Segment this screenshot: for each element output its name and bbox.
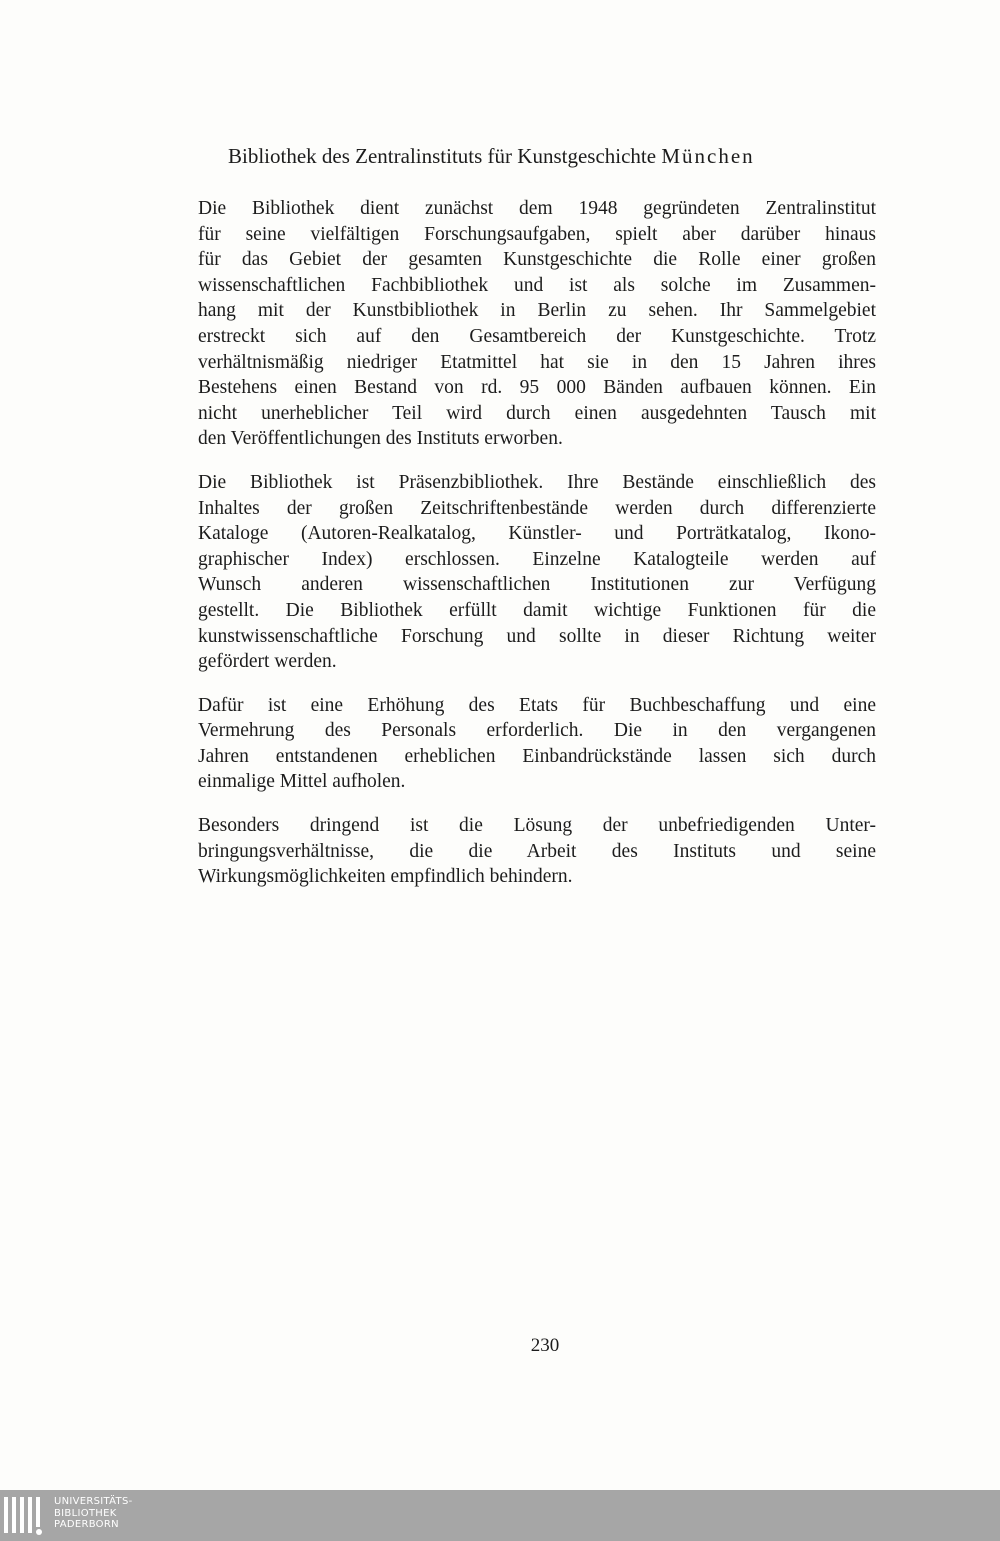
- text-line: hang mit der Kunstbibliothek in Berlin zu sehen. Ihr Sammelgebiet: [198, 300, 876, 322]
- heading-title: Bibliothek des Zentralinstituts für Kunstgeschichte: [228, 144, 657, 168]
- paragraph: [198, 813, 876, 890]
- text-line: Inhaltes der großen Zeitschriftenbestände werden durch differenzierte: [198, 497, 876, 519]
- text-line: graphischer Index) erschlossen. Einzelne Katalogteile werden auf: [198, 548, 876, 570]
- text-line: Wirkungsmöglichkeiten empfindlich behindern.: [198, 866, 573, 888]
- paragraph: [198, 196, 876, 452]
- page-number: 230: [530, 1335, 560, 1356]
- text-line: Dafür ist eine Erhöhung des Etats für Buchbeschaffung und eine: [198, 694, 876, 716]
- text-line: Kataloge (Autoren-Realkatalog, Künstler- und Porträtkatalog, Ikono-: [198, 523, 876, 545]
- text-line: verhältnismäßig niedriger Etatmittel hat sie in den 15 Jahren ihres: [198, 351, 876, 373]
- library-logo-text: [54, 1496, 133, 1531]
- text-line: Wunsch anderen wissenschaftlichen Institutionen zur Verfügung: [198, 574, 876, 596]
- logo-dot-icon: [36, 1529, 42, 1535]
- text-line: bringungsverhältnisse, die die Arbeit des Instituts und seine: [198, 840, 876, 862]
- heading-city: München: [661, 144, 755, 168]
- text-line: erstreckt sich auf den Gesamtbereich der Kunstgeschichte. Trotz: [198, 325, 876, 347]
- text-line: Die Bibliothek ist Präsenzbibliothek. Ihre Bestände einschließlich des: [198, 471, 876, 493]
- text-line: nicht unerheblicher Teil wird durch einen ausgedehnten Tausch mit: [198, 402, 876, 424]
- logo-line: UNIVERSITÄTS-: [54, 1496, 133, 1507]
- text-line: Jahren entstandenen erheblichen Einbandrückstände lassen sich durch: [198, 745, 876, 767]
- text-line: Bestehens einen Bestand von rd. 95 000 Bänden aufbauen können. Ein: [198, 377, 876, 399]
- text-line: den Veröffentlichungen des Instituts erworben.: [198, 428, 563, 450]
- text-line: Vermehrung des Personals erforderlich. Die in den vergangenen: [198, 720, 876, 742]
- paragraph: [198, 693, 876, 795]
- text-line: für das Gebiet der gesamten Kunstgeschichte die Rolle einer großen: [198, 249, 876, 271]
- text-line: für seine vielfältigen Forschungsaufgaben, spielt aber darüber hinaus: [198, 223, 876, 245]
- body-text: [198, 196, 876, 908]
- text-line: gefördert werden.: [198, 651, 337, 673]
- logo-line: PADERBORN: [54, 1519, 119, 1530]
- text-line: Die Bibliothek dient zunächst dem 1948 gegründeten Zentralinstitut: [198, 198, 876, 219]
- paragraph: [198, 470, 876, 675]
- text-line: Besonders dringend ist die Lösung der unbefriedigenden Unter-: [198, 815, 876, 837]
- text-line: einmalige Mittel aufholen.: [198, 771, 406, 793]
- text-line: gestellt. Die Bibliothek erfüllt damit wichtige Funktionen für die: [198, 599, 876, 621]
- library-footer-bar: [0, 1490, 1000, 1541]
- page-heading: [228, 142, 868, 170]
- text-line: wissenschaftlichen Fachbibliothek und ist als solche im Zusammen-: [198, 274, 876, 296]
- logo-line: BIBLIOTHEK: [54, 1507, 117, 1519]
- text-line: kunstwissenschaftliche Forschung und sollte in dieser Richtung weiter: [198, 625, 876, 647]
